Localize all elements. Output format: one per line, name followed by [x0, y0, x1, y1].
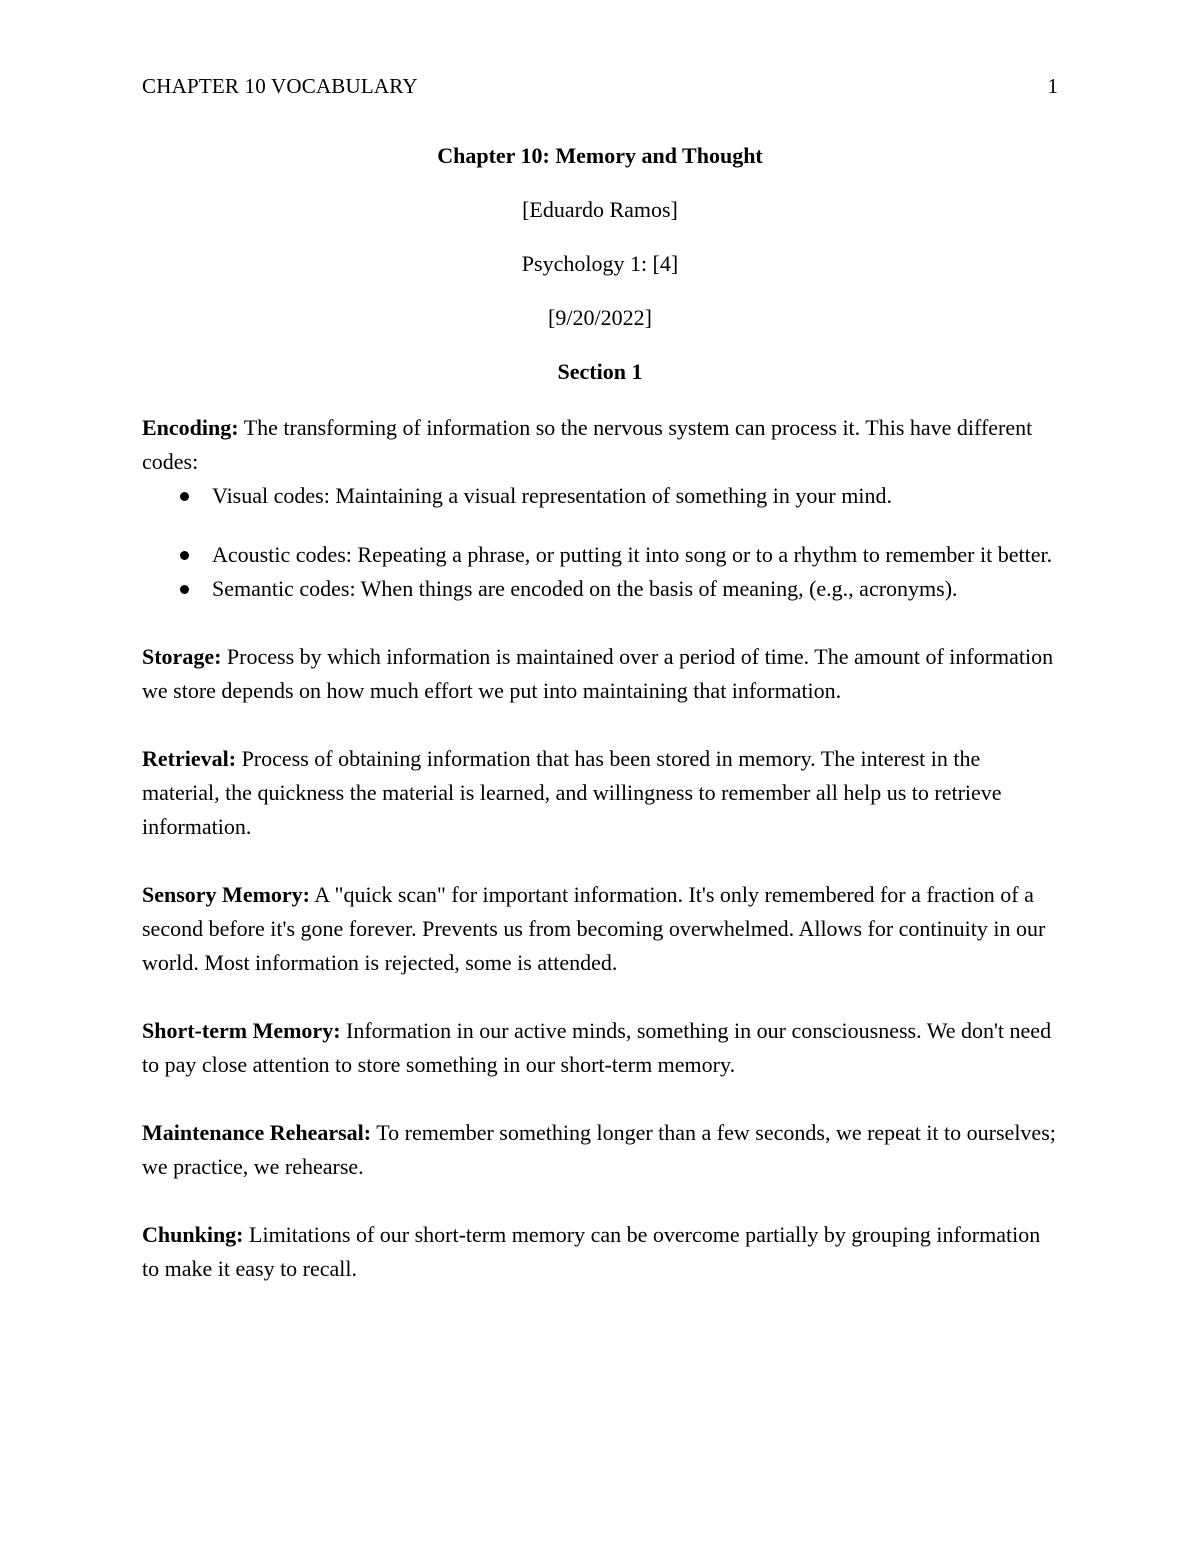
entry-storage [142, 640, 1062, 708]
entry-encoding-text [142, 411, 1062, 479]
document-title: Chapter 10: Memory and Thought [437, 143, 763, 168]
author-name: [Eduardo Ramos] [522, 197, 678, 222]
bullet-icon [180, 585, 189, 594]
entry-maintenance-rehearsal [142, 1116, 1062, 1184]
term-encoding: Encoding: [142, 415, 239, 440]
entry-chunking [142, 1218, 1062, 1286]
term-retrieval: Retrieval: [142, 746, 237, 771]
codes-list [142, 479, 1062, 606]
list-item [142, 479, 1062, 513]
definition-short-term-memory: Information in our active minds, something in our consciousness. We don't need to pay close attention to store something in our short-term memory. [142, 1018, 1052, 1077]
page-number: 1 [1047, 74, 1058, 98]
definition-retrieval: Process of obtaining information that has been stored in memory. The interest in the material, the quickness the material is learned, and willingness to remember all help us to retrieve information. [142, 746, 1002, 839]
entry-retrieval [142, 742, 1062, 844]
bullet-icon [180, 551, 189, 560]
definition-sensory-memory: A "quick scan" for important information. It's only remembered for a fraction of a second before it's gone forever. Prevents us from becoming overwhelmed. Allows for continuity in our world. Most information is rejected, some is attended. [142, 882, 1046, 975]
entry-encoding [142, 411, 1062, 606]
entry-sensory-memory [142, 878, 1062, 980]
definition-chunking: Limitations of our short-term memory can be overcome partially by grouping information to make it easy to recall. [142, 1222, 1041, 1281]
code-acoustic: Acoustic codes: Repeating a phrase, or putting it into song or to a rhythm to remember it better. [212, 542, 1053, 567]
code-semantic: Semantic codes: When things are encoded on the basis of meaning, (e.g., acronyms). [212, 576, 958, 601]
term-maintenance-rehearsal: Maintenance Rehearsal: [142, 1120, 372, 1145]
document-date: [9/20/2022] [548, 305, 652, 330]
definition-maintenance-rehearsal: To remember something longer than a few seconds, we repeat it to ourselves; we practice, we rehearse. [142, 1120, 1056, 1179]
code-visual: Visual codes: Maintaining a visual representation of something in your mind. [212, 483, 892, 508]
vocabulary-body [142, 411, 1062, 1320]
definition-storage: Process by which information is maintained over a period of time. The amount of information we store depends on how much effort we put into maintaining that information. [142, 644, 1054, 703]
term-storage: Storage: [142, 644, 222, 669]
definition-encoding: The transforming of information so the nervous system can process it. This have different codes: [142, 415, 1033, 474]
term-short-term-memory: Short-term Memory: [142, 1018, 341, 1043]
term-sensory-memory: Sensory Memory: [142, 882, 311, 907]
list-item [142, 572, 1062, 606]
course-name: Psychology 1: [4] [521, 251, 679, 276]
running-head: CHAPTER 10 VOCABULARY [142, 74, 418, 98]
entry-short-term-memory [142, 1014, 1062, 1082]
list-item [142, 538, 1062, 572]
bullet-icon [180, 492, 189, 501]
title-block [142, 142, 1058, 412]
section-heading: Section 1 [557, 359, 643, 384]
term-chunking: Chunking: [142, 1222, 244, 1247]
